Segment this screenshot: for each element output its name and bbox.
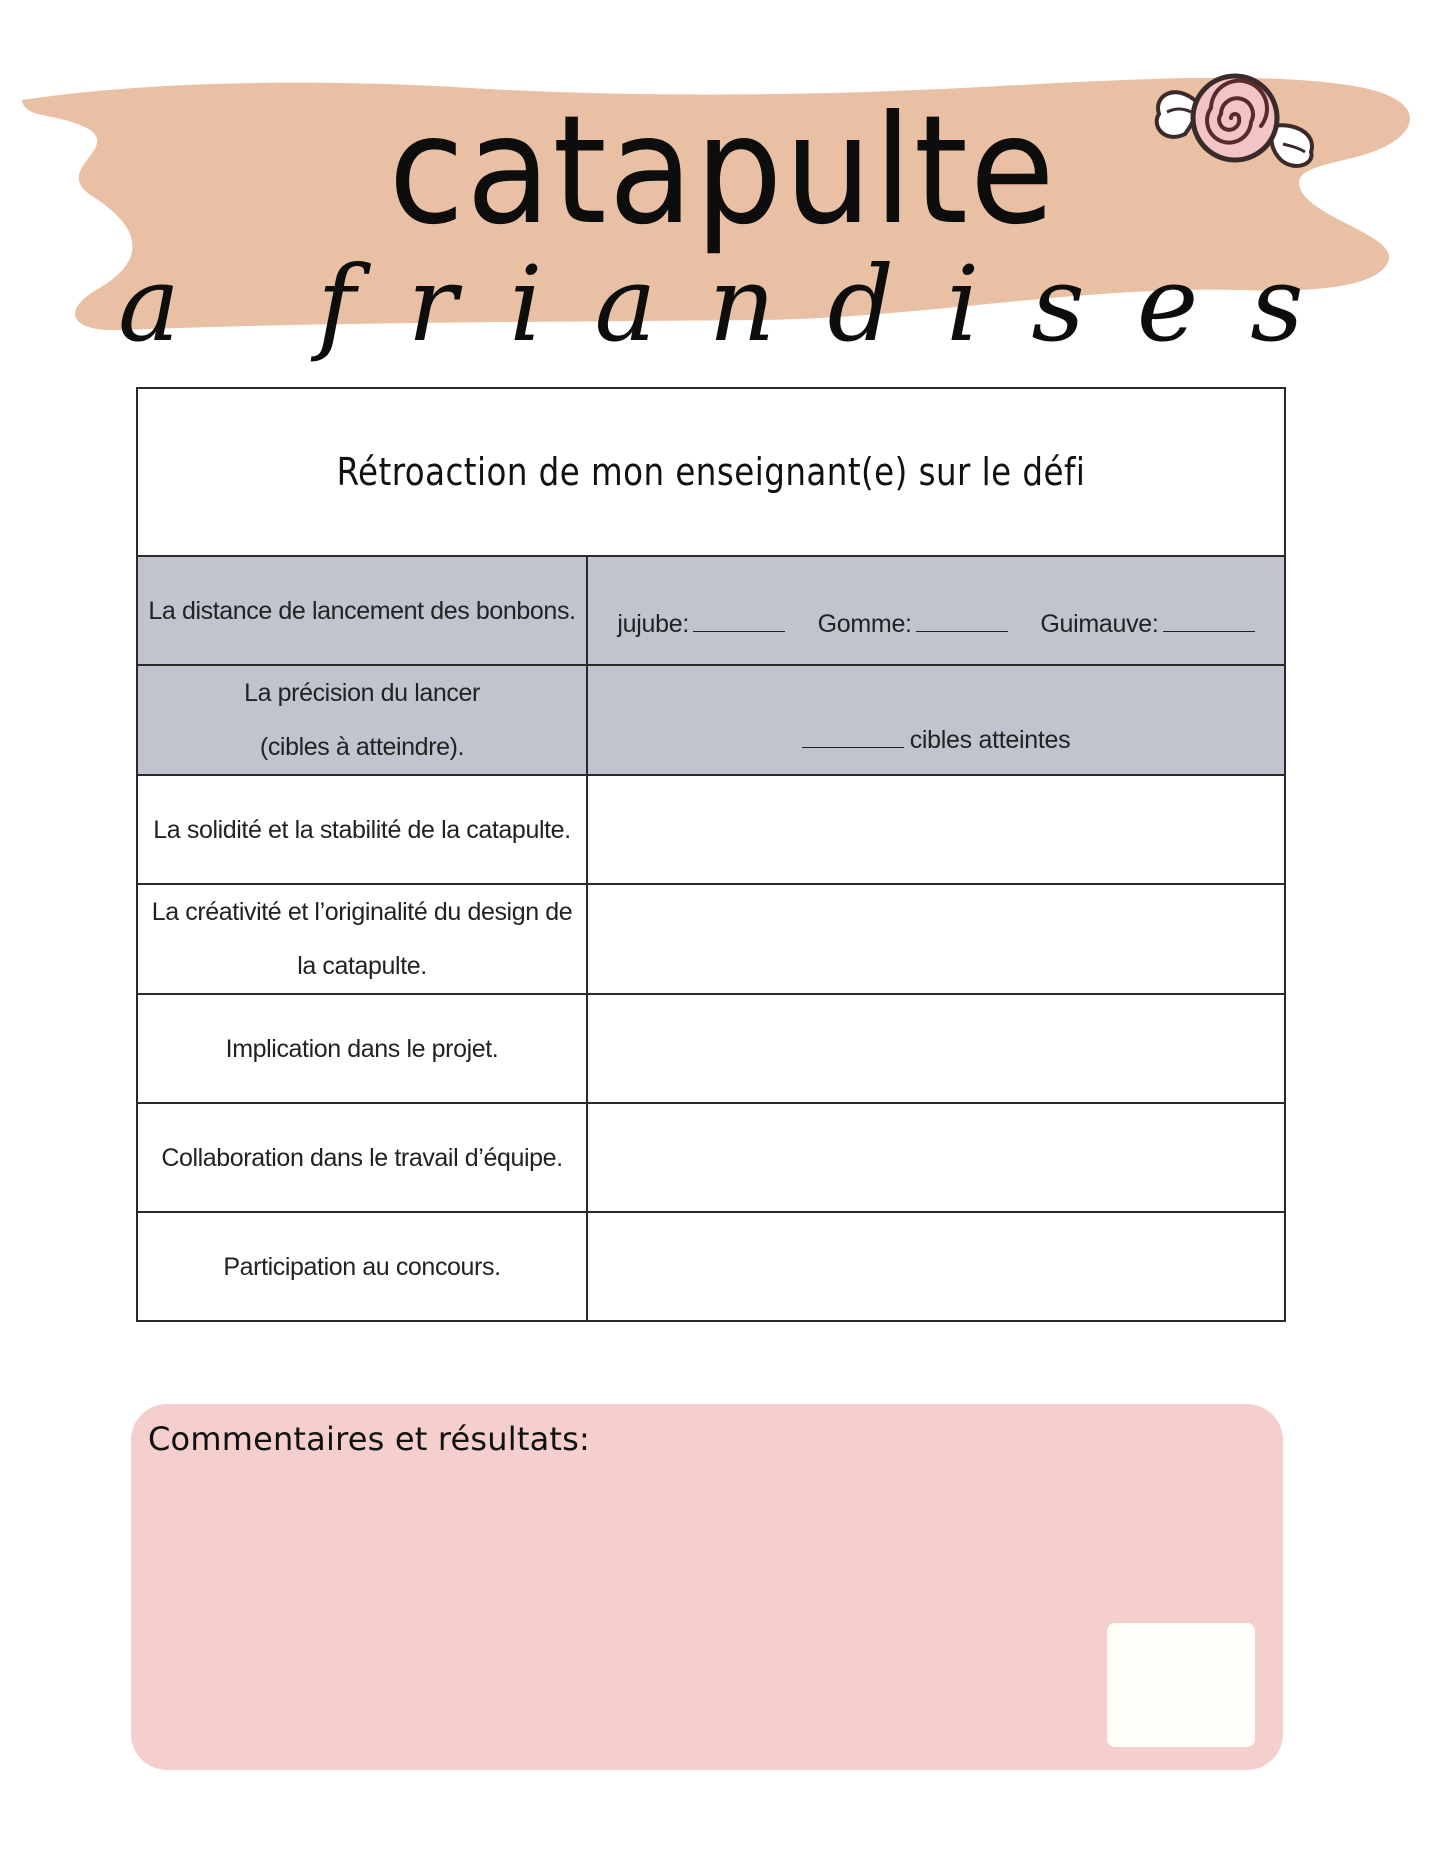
table-row: [137, 775, 1285, 884]
table-title-row: [137, 388, 1285, 556]
targets-label: cibles atteintes: [909, 725, 1071, 754]
gomme-blank[interactable]: [916, 611, 1008, 632]
criterion-text-line-1: La créativité et l’originalité du design de: [151, 898, 573, 926]
candy-distance-fields: [588, 582, 1284, 639]
value-cell[interactable]: [587, 994, 1285, 1103]
page-subtitle: a friandises: [118, 243, 1356, 365]
criterion-cell: [137, 884, 587, 994]
criterion-cell: [137, 775, 587, 884]
gomme-label: Gomme:: [817, 610, 912, 638]
targets-field: [588, 686, 1284, 755]
table-title: Rétroaction de mon enseignant(e) sur le défi: [166, 388, 1257, 556]
criterion-text-line-1: La précision du lancer: [244, 679, 480, 707]
jujube-blank[interactable]: [693, 611, 785, 632]
criterion-text: Implication dans le projet.: [225, 1034, 499, 1063]
criterion-text-line-2: (cibles à atteindre).: [259, 733, 465, 761]
header-banner: [0, 0, 1445, 380]
targets-blank[interactable]: [802, 727, 904, 748]
page-title: catapulte: [388, 84, 1057, 258]
jujube-label: jujube:: [617, 610, 689, 638]
table-row: [137, 556, 1285, 665]
comments-label: Commentaires et résultats:: [148, 1420, 591, 1458]
value-cell[interactable]: [587, 665, 1285, 775]
criterion-text: La solidité et la stabilité de la catapulte.: [153, 815, 571, 844]
criterion-cell: [137, 1212, 587, 1321]
value-cell[interactable]: [587, 1212, 1285, 1321]
table-row: [137, 1212, 1285, 1321]
table-row: [137, 665, 1285, 775]
value-cell[interactable]: [587, 884, 1285, 994]
value-cell[interactable]: [587, 1103, 1285, 1212]
table-row: [137, 994, 1285, 1103]
comments-box[interactable]: [131, 1404, 1283, 1770]
table-row: [137, 1103, 1285, 1212]
value-cell[interactable]: [587, 556, 1285, 665]
criterion-cell: [137, 1103, 587, 1212]
guimauve-label: Guimauve:: [1040, 610, 1159, 638]
feedback-table: [136, 387, 1286, 1322]
criterion-cell: [137, 556, 587, 665]
table-row: [137, 884, 1285, 994]
criterion-text: Collaboration dans le travail d’équipe.: [161, 1143, 563, 1172]
criterion-cell: [137, 994, 587, 1103]
score-box[interactable]: [1107, 1623, 1255, 1747]
criterion-text: Participation au concours.: [223, 1252, 501, 1281]
criterion-text: La distance de lancement des bonbons.: [148, 596, 576, 625]
value-cell[interactable]: [587, 775, 1285, 884]
criterion-cell: [137, 665, 587, 775]
guimauve-blank[interactable]: [1163, 611, 1255, 632]
candy-icon: [1145, 52, 1325, 172]
criterion-text-line-2: la catapulte.: [297, 952, 427, 980]
